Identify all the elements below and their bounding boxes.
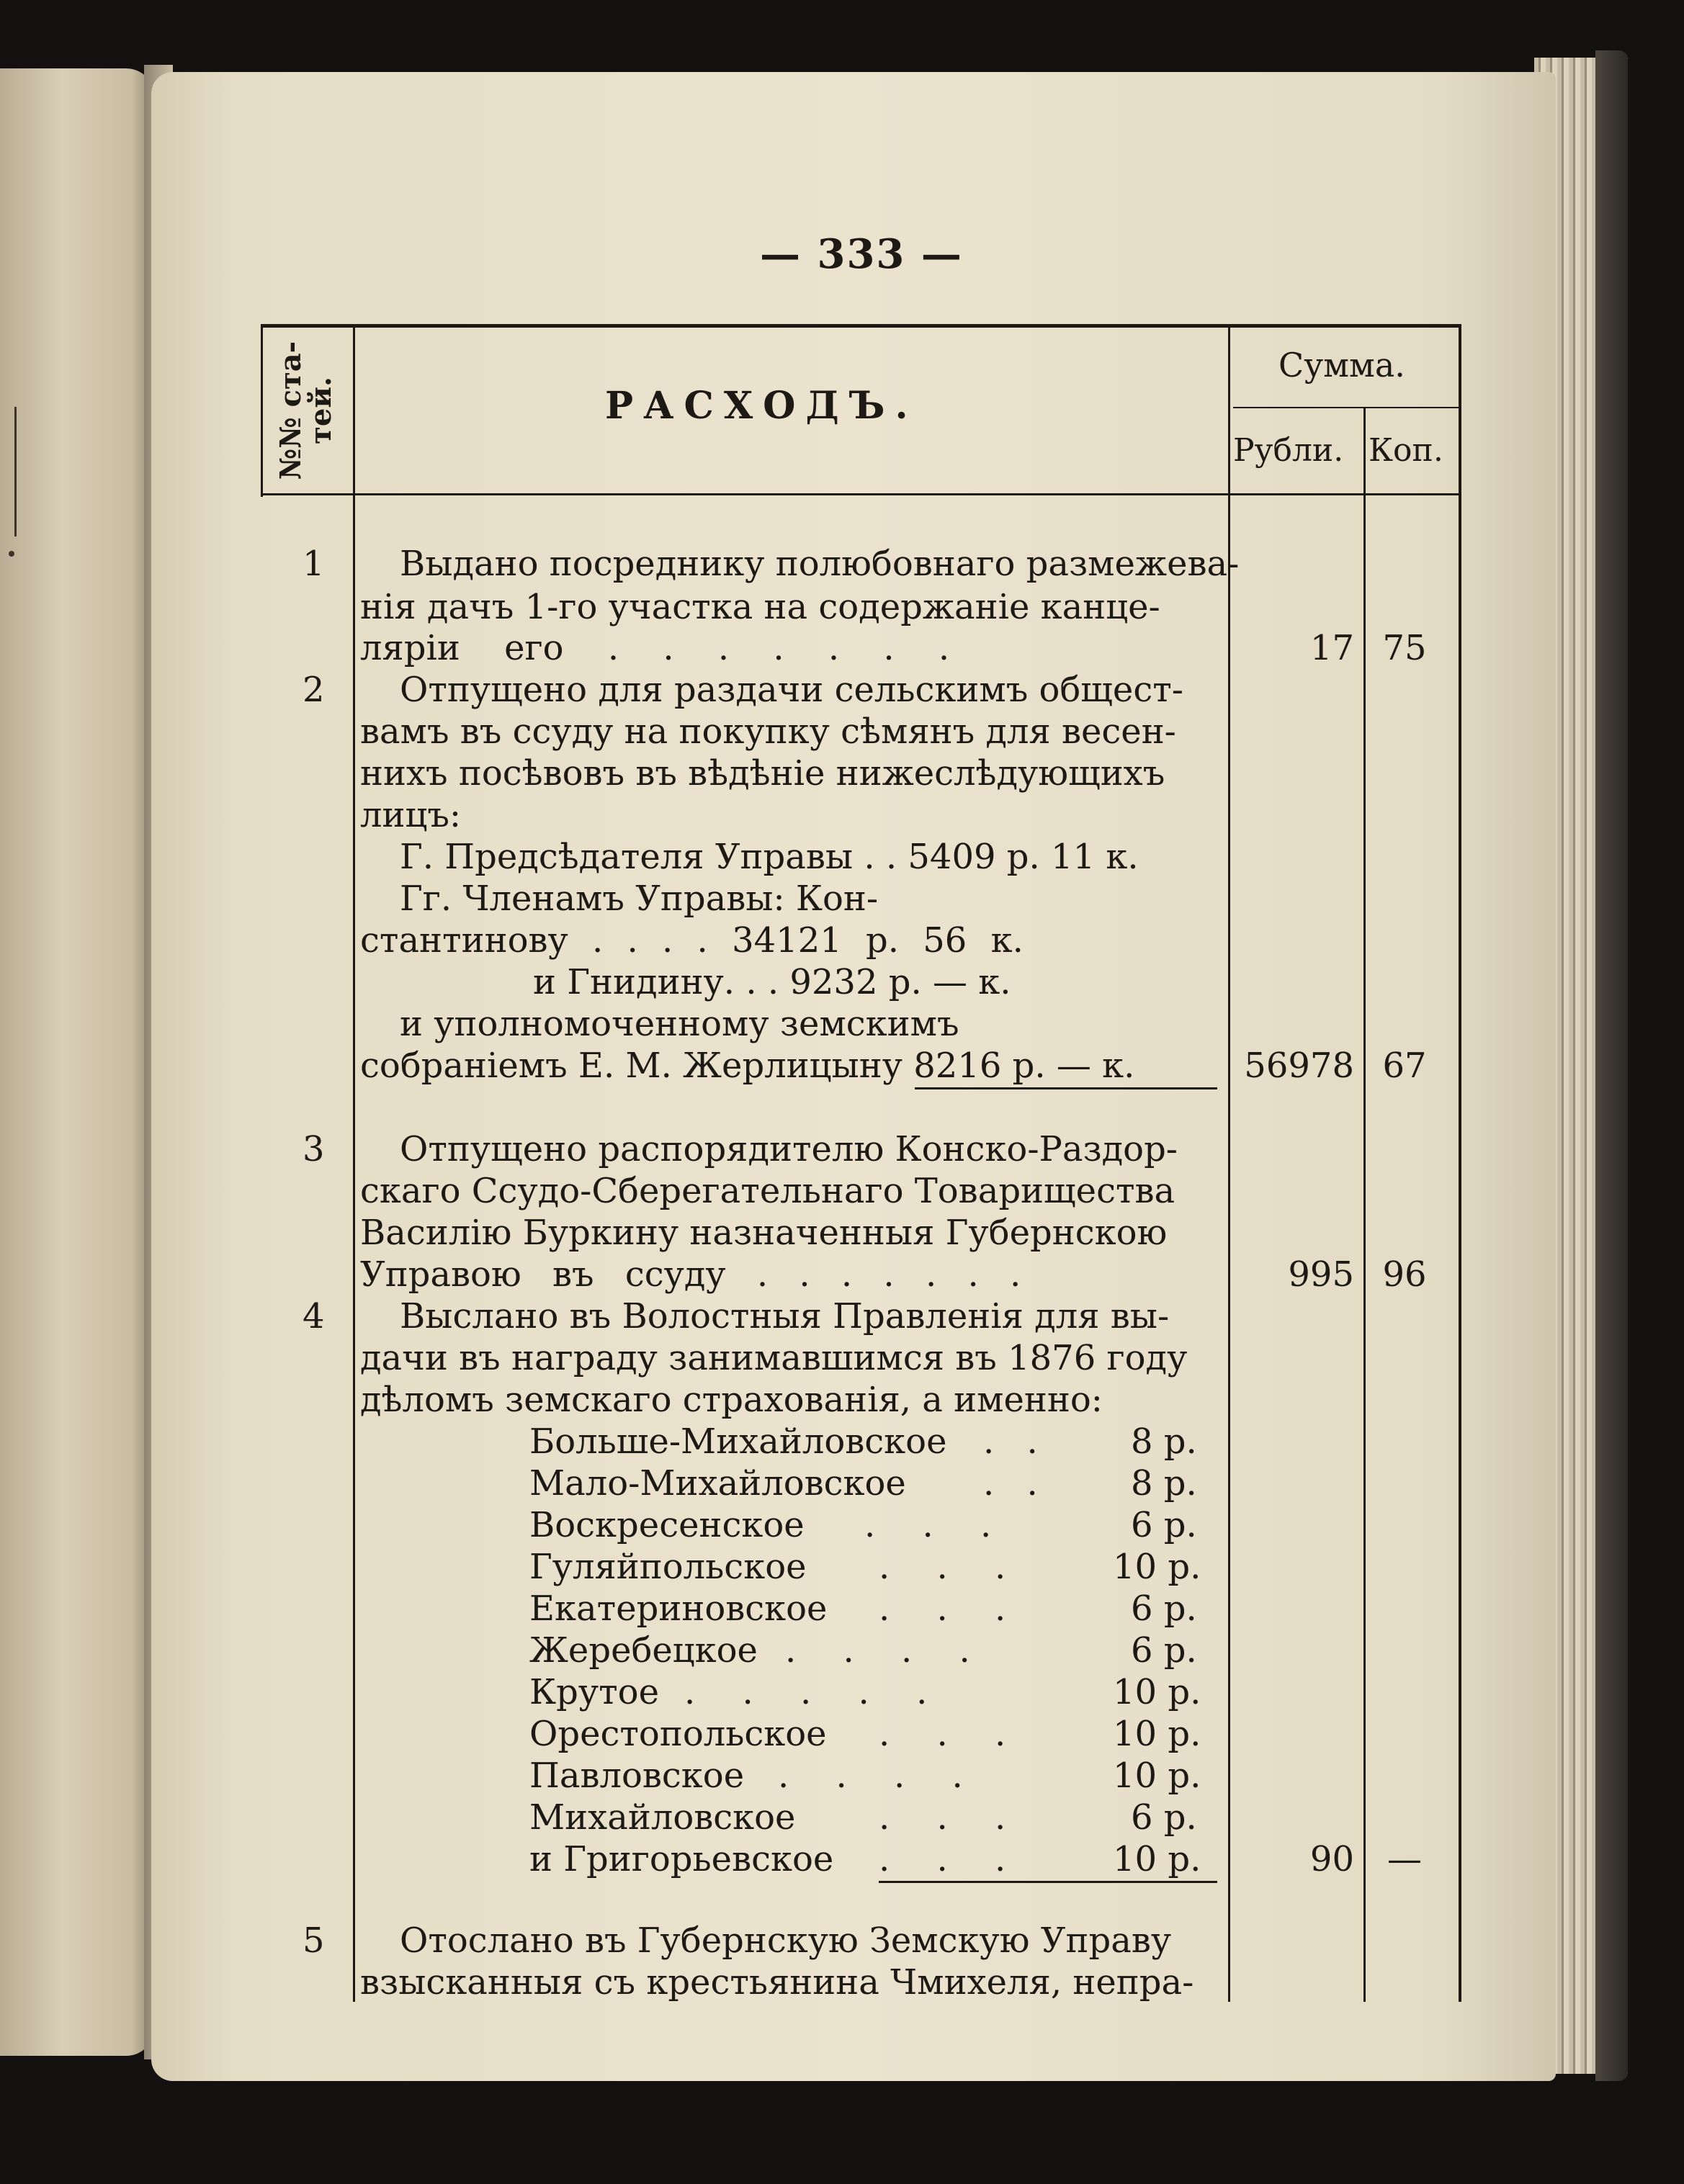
entry-text-line: скаго Ссудо-Сберегательнаго Товарищества — [360, 1171, 1175, 1211]
entry-number: 3 — [303, 1129, 325, 1169]
volost-name: Воскресенское — [529, 1505, 805, 1545]
entry-number: 5 — [303, 1920, 325, 1961]
volost-name: Екатериновское — [529, 1588, 828, 1629]
volost-dots: . . . — [879, 1547, 1006, 1587]
volost-name: Крутое — [529, 1672, 659, 1712]
entry-kopecks: 75 — [1382, 628, 1427, 668]
entry-rubles: 90 — [1309, 1839, 1354, 1879]
entry-text-line: взысканныя съ крестьянина Чмихеля, непра- — [360, 1962, 1194, 2003]
volost-amount: 10 р. — [1113, 1756, 1201, 1796]
volost-amount: 8 р. — [1131, 1463, 1197, 1504]
entry-text-line: и Гнидину. . . 9232 р. — к. — [533, 962, 1011, 1002]
entry-text-line: Выдано посреднику полюбовнаго размежева- — [400, 544, 1240, 584]
header-kopecks: Коп. — [1369, 432, 1443, 469]
volost-dots: . . . — [879, 1797, 1006, 1838]
volost-dots: . . . — [879, 1714, 1006, 1754]
header-rubles: Рубли. — [1233, 432, 1344, 469]
volost-dots: . . . — [879, 1588, 1006, 1629]
volost-name: Гуляйпольское — [529, 1547, 807, 1587]
entry-number: 2 — [303, 670, 325, 710]
entry-text-line: Отпущено распорядителю Конско-Раздор- — [400, 1129, 1178, 1169]
table-right-rule — [1459, 324, 1461, 2002]
volost-dots: . . . . — [785, 1630, 970, 1671]
entry-text-line: Управою въ ссуду . . . . . . . — [360, 1254, 1021, 1295]
volost-name: Михайловское — [529, 1797, 796, 1838]
entry-text-line: нія дачъ 1-го участка на содержаніе канце- — [360, 587, 1160, 627]
entry-text-line: собраніемъ Е. М. Жерлицыну 8216 р. — к. — [360, 1046, 1135, 1086]
subtotal-underline — [879, 1881, 1217, 1883]
volost-amount: 6 р. — [1131, 1797, 1197, 1838]
rub-col-rule — [1363, 407, 1366, 2002]
volost-dots: . . . — [879, 1839, 1006, 1879]
sum-subheader-rule — [1233, 407, 1460, 408]
volost-name: Жеребецкое — [529, 1630, 758, 1671]
entry-kopecks: — — [1387, 1839, 1422, 1879]
book-cover-edge — [1595, 50, 1628, 2081]
header-article-number-text: №№ ста- тей. — [274, 341, 338, 480]
volost-dots: . . . . . — [684, 1672, 928, 1712]
num-col-rule — [353, 324, 355, 2002]
volost-amount: 10 р. — [1113, 1714, 1201, 1754]
volost-dots: . . . . — [778, 1756, 963, 1796]
volost-amount: 6 р. — [1131, 1505, 1197, 1545]
entry-text-line: Отпущено для раздачи сельскимъ общест- — [400, 670, 1183, 710]
entry-number: 1 — [303, 544, 325, 584]
entry-text-line: ляріи его . . . . . . . — [360, 628, 950, 668]
entry-number: 4 — [303, 1296, 325, 1336]
left-page-mark — [9, 551, 14, 557]
volost-name: Павловское — [529, 1756, 745, 1796]
volost-dots: . . — [983, 1421, 1038, 1462]
header-sum: Сумма. — [1278, 346, 1405, 385]
volost-dots: . . — [983, 1463, 1038, 1504]
volost-amount: 10 р. — [1113, 1672, 1201, 1712]
entry-text-line: стантинову . . . . 34121 р. 56 к. — [360, 920, 1024, 961]
entry-text-line: вамъ въ ссуду на покупку сѣмянъ для весен- — [360, 711, 1176, 752]
entry-text-line: дѣломъ земскаго страхованія, а именно: — [360, 1380, 1103, 1420]
volost-amount: 6 р. — [1131, 1630, 1197, 1671]
left-page-rule — [14, 407, 17, 536]
entry-rubles: 995 — [1288, 1254, 1354, 1295]
volost-name: Орестопольское — [529, 1714, 827, 1754]
entry-text-line: Г. Предсѣдателя Управы . . 5409 р. 11 к. — [400, 837, 1139, 877]
volost-name: и Григорьевское — [529, 1839, 834, 1879]
entry-text-line: Отослано въ Губернскую Земскую Управу — [400, 1920, 1172, 1961]
entry-text-line: и уполномоченному земскимъ — [400, 1004, 959, 1044]
entry-text-line: Гг. Членамъ Управы: Кон- — [400, 878, 879, 919]
header-article-number — [261, 328, 351, 493]
volost-amount: 8 р. — [1131, 1421, 1197, 1462]
entry-rubles: 17 — [1309, 628, 1354, 668]
entry-text-line: лицъ: — [360, 795, 462, 835]
entry-text-line: нихъ посѣвовъ въ вѣдѣніе нижеслѣдующихъ — [360, 753, 1165, 794]
entry-text-line: Выслано въ Волостныя Правленія для вы- — [400, 1296, 1170, 1336]
volost-name: Мало-Михайловское — [529, 1463, 906, 1504]
table-top-rule — [261, 324, 1460, 328]
entry-kopecks: 96 — [1382, 1254, 1427, 1295]
page-number: — 333 — — [760, 230, 963, 278]
volost-amount: 6 р. — [1131, 1588, 1197, 1629]
volost-amount: 10 р. — [1113, 1547, 1201, 1587]
volost-dots: . . . — [864, 1505, 992, 1545]
entry-text-line: Василію Буркину назначенныя Губернскою — [360, 1213, 1168, 1253]
volost-name: Больше-Михайловское — [529, 1421, 947, 1462]
subtotal-underline — [915, 1087, 1217, 1089]
entry-rubles: 56978 — [1244, 1046, 1354, 1086]
entry-text-line: дачи въ награду занимавшимся въ 1876 году — [360, 1338, 1188, 1378]
left-page-edge — [0, 68, 155, 2056]
header-title: РАСХОДЪ. — [605, 384, 918, 428]
table-header-rule — [261, 493, 1460, 495]
volost-amount: 10 р. — [1113, 1839, 1201, 1879]
entry-kopecks: 67 — [1382, 1046, 1427, 1086]
